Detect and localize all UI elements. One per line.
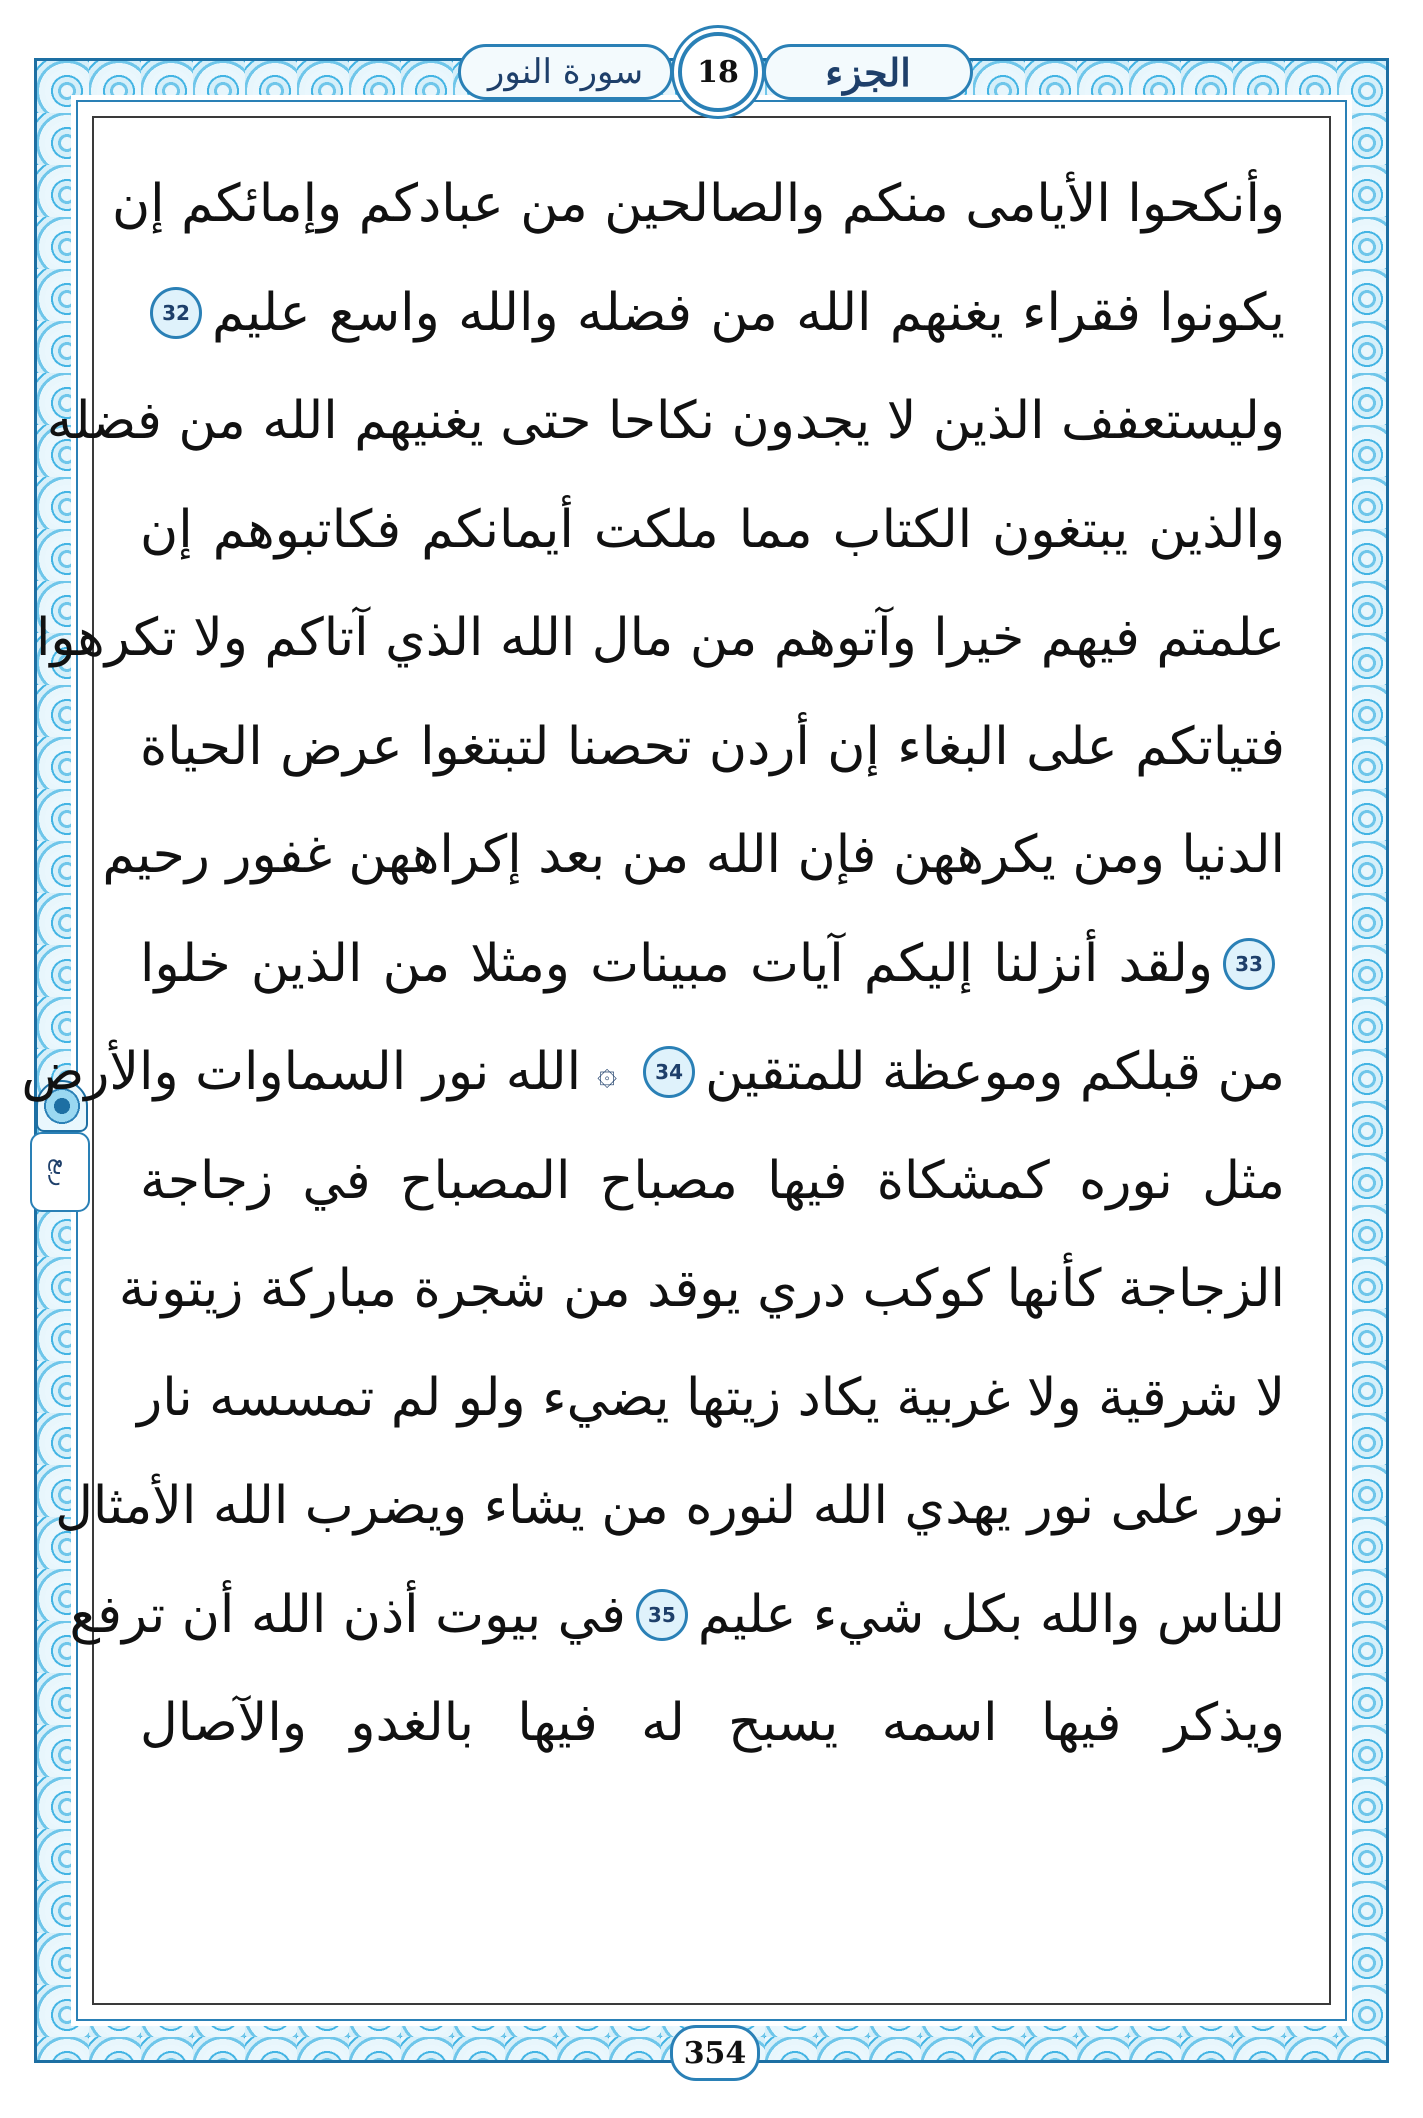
verse-text: وليستعفف الذين لا يجدون نكاحا حتى يغنيهم الله من فضله bbox=[46, 391, 1285, 452]
verse-text: ولقد أنزلنا إليكم آيات مبينات ومثلا من الذين خلوا bbox=[140, 933, 1213, 994]
ayah-number-marker: 35 bbox=[636, 1589, 688, 1641]
page-number: 354 bbox=[670, 2025, 760, 2081]
verse-text: لا شرقية ولا غربية يكاد زيتها يضيء ولو لم تمسسه نار bbox=[137, 1367, 1285, 1428]
surah-name-cartouche: سورة النور bbox=[458, 44, 673, 100]
verse-text: والذين يبتغون الكتاب مما ملكت أيمانكم فكاتبوهم إن bbox=[140, 499, 1285, 560]
verse-text: للناس والله بكل شيء عليم bbox=[697, 1584, 1285, 1645]
text-line bbox=[140, 259, 1285, 368]
verse-text: وأنكحوا الأيامى منكم والصالحين من عبادكم وإمائكم إن bbox=[111, 174, 1285, 235]
hizb-quarter-marker bbox=[26, 1080, 94, 1230]
verse-text: ويذكر فيها اسمه يسبح له فيها بالغدو والآصال bbox=[140, 1693, 1285, 1754]
text-line bbox=[69, 1561, 1285, 1670]
verse-text: الدنيا ومن يكرههن فإن الله من بعد إكراههن غفور رحيم bbox=[102, 825, 1285, 886]
text-line bbox=[140, 1669, 1285, 1778]
text-line bbox=[21, 1018, 1285, 1127]
ayah-number-marker: 34 bbox=[643, 1046, 695, 1098]
text-line bbox=[140, 693, 1285, 802]
verse-text: الزجاجة كأنها كوكب دري يوقد من شجرة مباركة زيتونة bbox=[118, 1259, 1285, 1320]
text-line bbox=[137, 1344, 1285, 1453]
text-line bbox=[118, 1235, 1285, 1344]
text-line bbox=[102, 801, 1285, 910]
juz-label-cartouche: الجزء bbox=[763, 44, 973, 100]
text-line bbox=[46, 367, 1285, 476]
verse-text: الله نور السماوات والأرض bbox=[21, 1042, 582, 1103]
text-line bbox=[55, 1452, 1285, 1561]
text-line bbox=[35, 584, 1285, 693]
page-header bbox=[458, 30, 978, 110]
verse-text: من قبلكم وموعظة للمتقين bbox=[705, 1042, 1285, 1103]
rub-el-hizb-icon: ۞ bbox=[597, 1052, 618, 1093]
text-line bbox=[111, 150, 1285, 259]
text-line bbox=[140, 1127, 1285, 1236]
juz-number-medallion: 18 bbox=[678, 32, 758, 112]
verse-text: علمتم فيهم خيرا وآتوهم من مال الله الذي آتاكم ولا تكرهوا bbox=[35, 608, 1285, 669]
ayah-number-marker: 32 bbox=[150, 287, 202, 339]
verse-text: فتياتكم على البغاء إن أردن تحصنا لتبتغوا عرض الحياة bbox=[140, 716, 1285, 777]
hizb-quarter-label: ربع bbox=[30, 1132, 90, 1212]
verse-text: نور على نور يهدي الله لنوره من يشاء ويضرب الله الأمثال bbox=[55, 1476, 1285, 1537]
text-line bbox=[140, 910, 1285, 1019]
verse-text: في بيوت أذن الله أن ترفع bbox=[69, 1584, 626, 1645]
verse-text: يكونوا فقراء يغنهم الله من فضله والله واسع عليم bbox=[212, 282, 1285, 343]
ayah-number-marker: 33 bbox=[1223, 938, 1275, 990]
text-line bbox=[140, 476, 1285, 585]
verse-text: مثل نوره كمشكاة فيها مصباح المصباح في زجاجة bbox=[140, 1150, 1285, 1211]
